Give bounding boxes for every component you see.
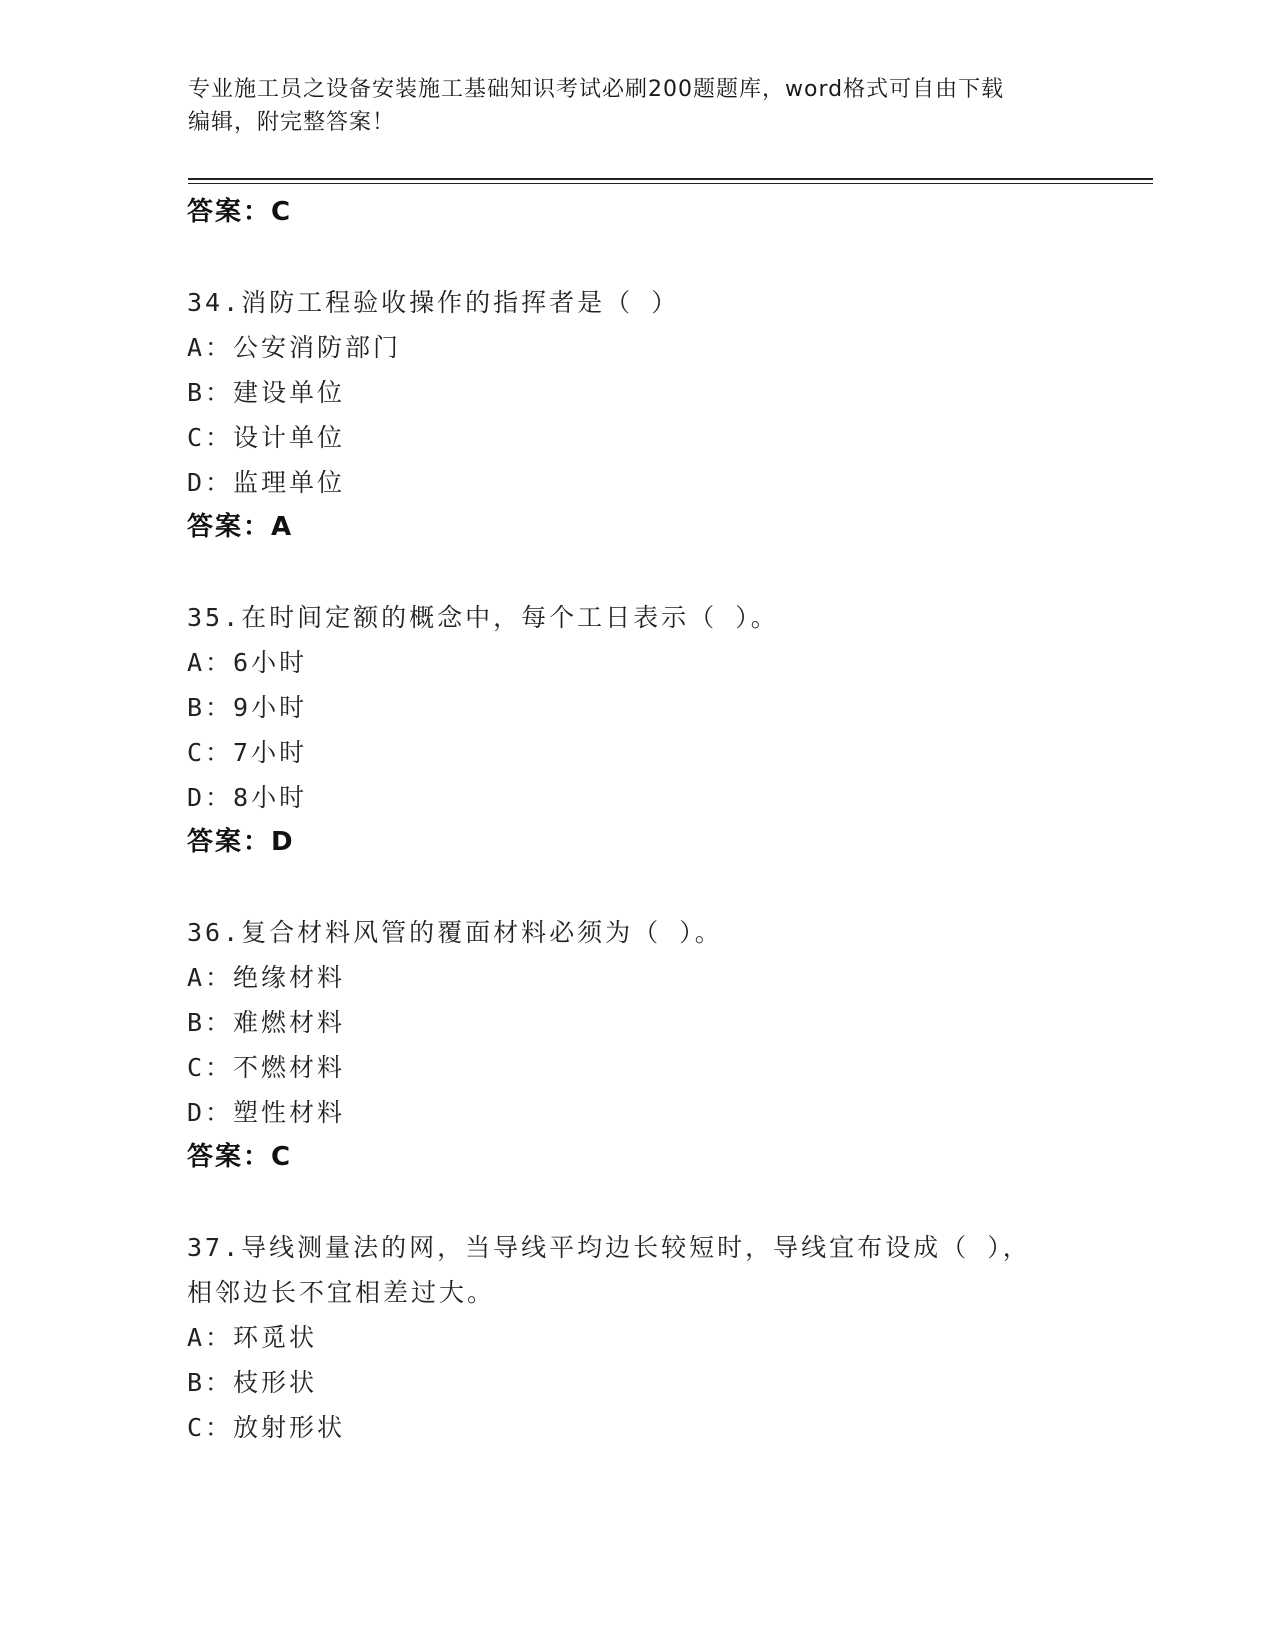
question-34 xyxy=(187,280,1087,550)
spacer xyxy=(187,865,1087,910)
header-line-2: 编辑，附完整答案！ xyxy=(188,110,396,135)
option-b: B：难燃材料 xyxy=(187,1008,346,1037)
page-header xyxy=(188,73,1078,139)
option-d: D：8小时 xyxy=(187,783,308,812)
question-35 xyxy=(187,595,1087,865)
question-37 xyxy=(187,1225,1087,1450)
option-c: C：设计单位 xyxy=(187,423,346,452)
option-b: B：建设单位 xyxy=(187,378,346,407)
answer: 答案：C xyxy=(187,1142,293,1172)
option-d: D：监理单位 xyxy=(187,468,346,497)
option-c: C：不燃材料 xyxy=(187,1053,346,1082)
option-a: A：公安消防部门 xyxy=(187,333,402,362)
header-rule-thick xyxy=(188,178,1153,180)
answer: 答案：D xyxy=(187,827,295,857)
option-a: A：绝缘材料 xyxy=(187,963,346,992)
option-c: C：7小时 xyxy=(187,738,308,767)
spacer xyxy=(187,550,1087,595)
option-c: C：放射形状 xyxy=(187,1413,346,1442)
question-36 xyxy=(187,910,1087,1180)
option-b: B：9小时 xyxy=(187,693,308,722)
option-a: A：环觅状 xyxy=(187,1323,318,1352)
option-a: A：6小时 xyxy=(187,648,308,677)
header-rule-thin xyxy=(188,183,1153,184)
answer: 答案：A xyxy=(187,512,294,542)
question-title-continued: 相邻边长不宜相差过大。 xyxy=(187,1278,496,1307)
question-title: 35.在时间定额的概念中，每个工日表示（ ）。 xyxy=(187,603,779,632)
question-title: 34.消防工程验收操作的指挥者是（ ） xyxy=(187,288,680,317)
spacer xyxy=(187,1180,1087,1225)
question-title: 36.复合材料风管的覆面材料必须为（ ）。 xyxy=(187,918,723,947)
spacer xyxy=(187,235,1087,280)
question-list xyxy=(187,190,1087,1450)
option-b: B：枝形状 xyxy=(187,1368,318,1397)
option-d: D：塑性材料 xyxy=(187,1098,346,1127)
header-line-1: 专业施工员之设备安装施工基础知识考试必刷200题题库，word格式可自由下载 xyxy=(188,77,1005,102)
answer-previous: 答案：C xyxy=(187,197,293,227)
question-title: 37.导线测量法的网，当导线平均边长较短时，导线宜布设成（ ）， xyxy=(187,1233,1031,1262)
